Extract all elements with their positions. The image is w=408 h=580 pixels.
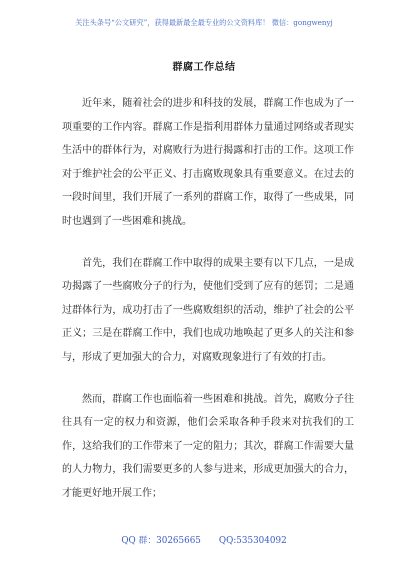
footer-contact (0, 533, 408, 546)
document-body (62, 92, 354, 524)
paragraph-intro: 近年来，随着社会的进步和科技的发展，群腐工作也成为了一项重要的工作内容。群腐工作是指利用群体力量通过网络或者现实生活中的群体行为，对腐败行为进行揭露和打击的工作。这项工作对于维护社会的公平正义、打击腐败现象具有重要意义。在过去的一段时间里，我们开展了一系列的群腐工作，取得了一些成果，同时也遇到了一些困难和挑战。 (62, 98, 354, 227)
document-title: 群腐工作总结 (172, 62, 236, 73)
paragraph-achievements: 首先，我们在群腐工作中取得的成果主要有以下几点，一是成功揭露了一些腐败分子的行为，使他们受到了应有的惩罚；二是通过群体行为，成功打击了一些腐败组织的活动，维护了社会的公平正义；三是在群腐工作中，我们也成功地唤起了更多人的关注和参与，形成了更加强大的合力，对腐败现象进行了有效的打击。 (62, 257, 354, 363)
footer-qq-number: QQ:535304092 (218, 536, 287, 546)
header-promo-note: 关注头条号“公文研究”，获得最新最全最专业的公文资料库！ 微信：gongwenyj (75, 18, 333, 27)
paragraph-challenges: 然而，群腐工作也面临着一些困难和挑战。首先，腐败分子往往具有一定的权力和资源，他们会采取各种手段来对抗我们的工作，这给我们的工作带来了一定的阻力；其次，群腐工作需要大量的人力物力，我们需要更多的人参与进来，形成更加强大的合力，才能更好地开展工作； (62, 393, 354, 499)
footer-qq-group: QQ 群：30265665 (121, 536, 201, 546)
